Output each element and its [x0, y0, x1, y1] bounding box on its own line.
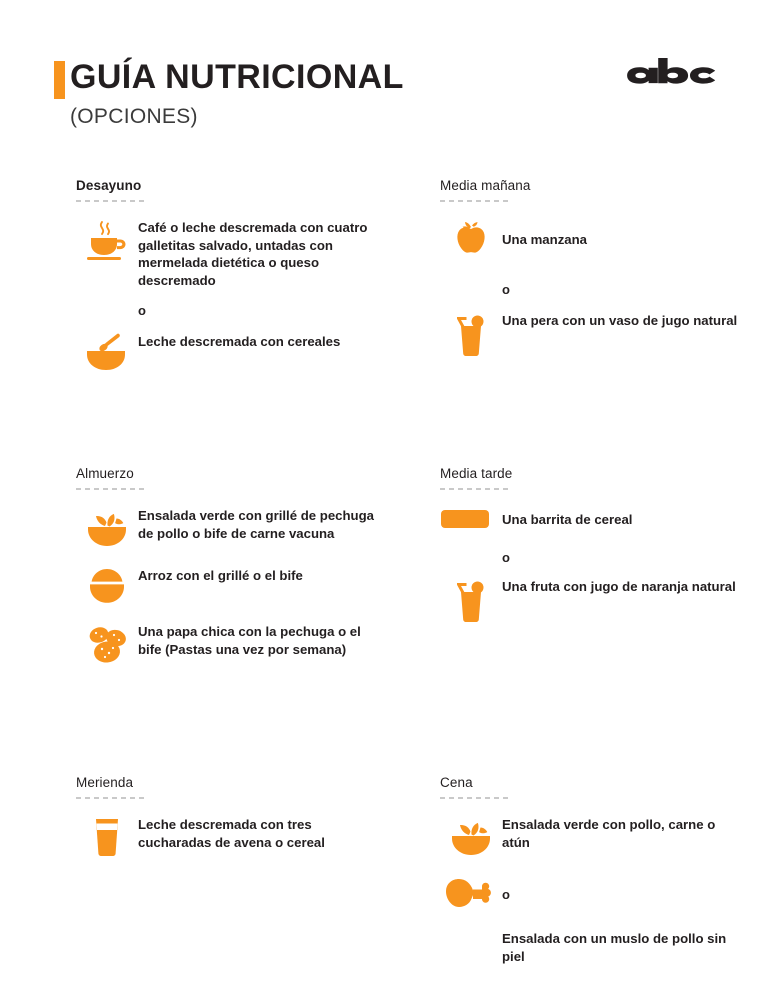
list-item-text: Arroz con el grillé o el bife: [138, 568, 303, 583]
list-item-text: Una pera con un vaso de jugo natural: [502, 313, 738, 328]
section-title-merienda: Merienda: [76, 775, 134, 790]
list-item: [76, 218, 376, 289]
section-almuerzo: [76, 466, 376, 668]
section-media-manana: [440, 178, 740, 357]
juice-glass-icon: [440, 577, 502, 623]
section-desayuno: [76, 178, 376, 372]
list-item-text: Café o leche descremada con cuatro galletitas salvado, untadas con mermelada dietética o queso descremado: [138, 220, 368, 288]
salad-bowl-icon: [440, 815, 502, 859]
salad-bowl-icon: [76, 506, 138, 550]
or-label: o: [138, 303, 146, 318]
section-merienda: [76, 775, 376, 859]
section-title-almuerzo: Almuerzo: [76, 466, 134, 481]
section-divider: [76, 200, 144, 202]
milk-glass-icon: [76, 815, 138, 859]
coffee-cup-icon: [76, 218, 138, 266]
page-title: [54, 58, 404, 99]
cereal-bowl-icon: [76, 332, 138, 372]
section-media-tarde: [440, 466, 740, 623]
page-title-text: GUÍA NUTRICIONAL: [70, 58, 404, 96]
list-item: [440, 577, 740, 623]
cereal-bar-icon: [440, 506, 502, 532]
list-item-text: Una papa chica con la pechuga o el bife (Pastas una vez por semana): [138, 624, 361, 657]
list-item: [440, 311, 740, 357]
section-divider: [440, 797, 508, 799]
list-item-text: Ensalada con un muslo de pollo sin piel: [502, 931, 727, 964]
option-separator: [76, 303, 376, 318]
section-divider: [76, 488, 144, 490]
or-label: o: [502, 550, 510, 565]
section-items: [440, 815, 740, 965]
section-items: [440, 506, 740, 623]
potatoes-icon: [76, 622, 138, 668]
section-title-cena: Cena: [440, 775, 473, 790]
list-item: [76, 506, 376, 550]
chicken-drumstick-icon: [440, 877, 502, 911]
section-items: [76, 218, 376, 372]
list-item-text: Una barrita de cereal: [502, 511, 633, 527]
section-title-media-manana: Media mañana: [440, 178, 531, 193]
juice-glass-icon: [440, 311, 502, 357]
list-item-text: Leche descremada con cereales: [138, 334, 341, 349]
list-item-text: Ensalada verde con grillé de pechuga de pollo o bife de carne vacuna: [138, 508, 374, 541]
list-item-text: Ensalada verde con pollo, carne o atún: [502, 817, 716, 850]
section-items: [76, 815, 376, 859]
title-accent-bar: [54, 61, 65, 99]
section-items: [440, 218, 740, 357]
list-item: [440, 218, 740, 260]
list-item-text: Una manzana: [502, 231, 588, 247]
list-item: [76, 332, 376, 372]
section-divider: [440, 200, 508, 202]
section-cena: [440, 775, 740, 965]
section-divider: [440, 488, 508, 490]
section-title-media-tarde: Media tarde: [440, 466, 513, 481]
or-label: o: [502, 282, 510, 297]
rice-bowl-icon: [76, 566, 138, 606]
page-header: [0, 0, 770, 160]
abc-logo: [620, 58, 716, 92]
section-title-desayuno: Desayuno: [76, 178, 142, 193]
list-item: [440, 877, 740, 911]
list-item-text: Una fruta con jugo de naranja natural: [502, 579, 736, 594]
list-item-text: Leche descremada con tres cucharadas de avena o cereal: [138, 817, 325, 850]
list-item: [76, 566, 376, 606]
option-separator: [440, 550, 740, 565]
list-item: [76, 815, 376, 859]
page-subtitle: (OPCIONES): [70, 105, 198, 128]
section-items: [76, 506, 376, 668]
or-label: o: [502, 886, 510, 902]
list-item: [440, 815, 740, 859]
option-separator: [440, 282, 740, 297]
section-divider: [76, 797, 144, 799]
list-item: [440, 506, 740, 532]
list-item: [76, 622, 376, 668]
apple-icon: [440, 218, 502, 260]
list-item: [440, 929, 740, 965]
